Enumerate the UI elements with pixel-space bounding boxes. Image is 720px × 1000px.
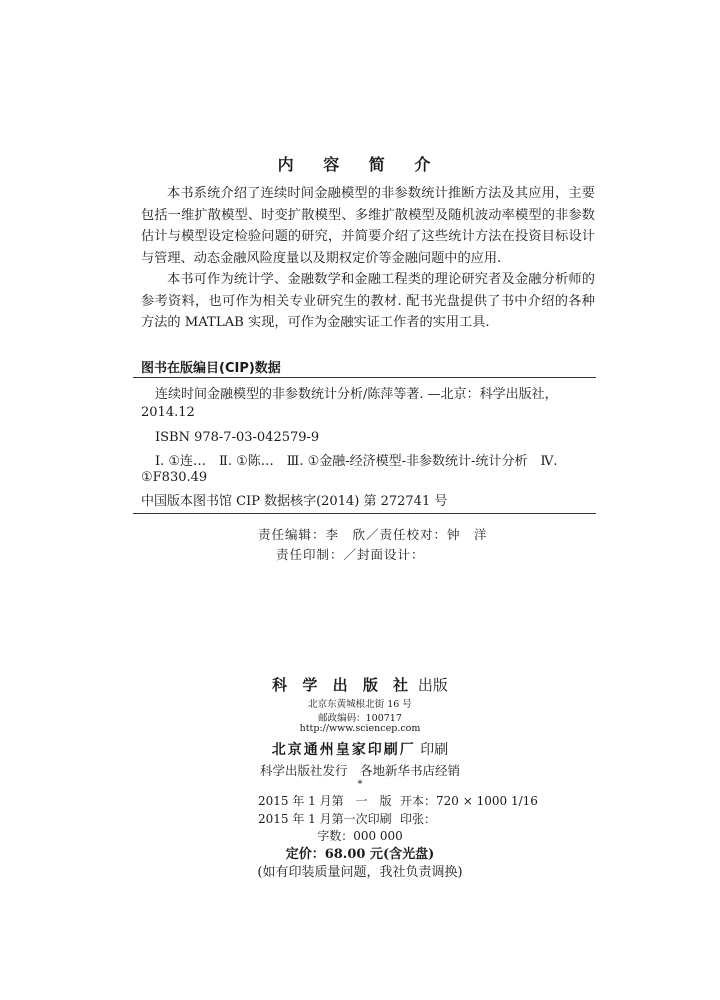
cip-heading: 图书在版编目(CIP)数据 (141, 361, 281, 376)
printer-name: 北京通州皇家印刷厂 (271, 742, 416, 758)
publisher-postcode: 邮政编码：100717 (318, 713, 402, 724)
staff-production: 责任印制：／封面设计： (276, 547, 425, 562)
publisher-line (0, 674, 720, 695)
cip-core-number: 中国版本图书馆 CIP 数据核字(2014) 第 272741 号 (141, 494, 448, 509)
cip-classification-continued: ①F830.49 (141, 470, 208, 485)
summary-title: 内 容 简 介 (277, 155, 443, 174)
word-count: 字数：000 000 (317, 829, 403, 843)
summary-paragraph-1: 本书系统介绍了连续时间金融模型的非参数统计推断方法及其应用，主要包括一维扩散模型、时变扩散模型、多维扩散模型及随机波动率模型的非参数估计与模型设定检验问题的研究，并简要介绍了这些统计方法在投资目标设计与管理、动态金融风险度量以及期权定价等金融问题中的应用. (141, 186, 595, 266)
price: 定价：68.00 元(含光盘) (285, 847, 435, 862)
summary-paragraph-2: 本书可作为统计学、金融数学和金融工程类的理论研究者及金融分析师的参考资料，也可作为相关专业研究生的教材. 配书光盘提供了书中介绍的各种方法的 MATLAB 实现，可作为金融实证工作者的实用工具. (141, 272, 595, 330)
publisher-suffix: 出版 (417, 676, 448, 694)
quality-note: (如有印装质量问题，我社负责调换) (257, 865, 463, 880)
printer-suffix: 印刷 (420, 742, 449, 758)
distribution-line: 科学出版社发行 各地新华书店经销 (259, 763, 460, 778)
publisher-url: http://www.sciencep.com (299, 723, 421, 734)
first-edition: 2015 年 1 月第 一 版 (258, 794, 392, 808)
book-format: 开本：720 × 1000 1/16 (400, 794, 538, 808)
cip-classification: Ⅰ. ①连… Ⅱ. ①陈… Ⅲ. ①金融-经济模型-非参数统计-统计分析 Ⅳ. (155, 454, 558, 469)
cip-bottom-rule (133, 513, 596, 514)
staff-editors: 责任编辑：李 欣／责任校对：钟 洋 (258, 527, 488, 542)
first-printing: 2015 年 1 月第一次印刷 (258, 812, 392, 826)
printer-line (0, 739, 720, 759)
cip-title-line-continued: 2014.12 (141, 405, 195, 420)
print-sheets: 印张： (400, 812, 437, 826)
publisher-address: 北京东黄城根北街 16 号 (308, 699, 412, 710)
cip-title-line: 连续时间金融模型的非参数统计分析/陈萍等著. —北京：科学出版社， (155, 387, 558, 402)
publisher-name: 科 学 出 版 社 (272, 676, 414, 694)
separator-star: * (357, 779, 363, 790)
cip-top-rule (133, 377, 596, 378)
cip-isbn: ISBN 978-7-03-042579-9 (155, 430, 320, 445)
